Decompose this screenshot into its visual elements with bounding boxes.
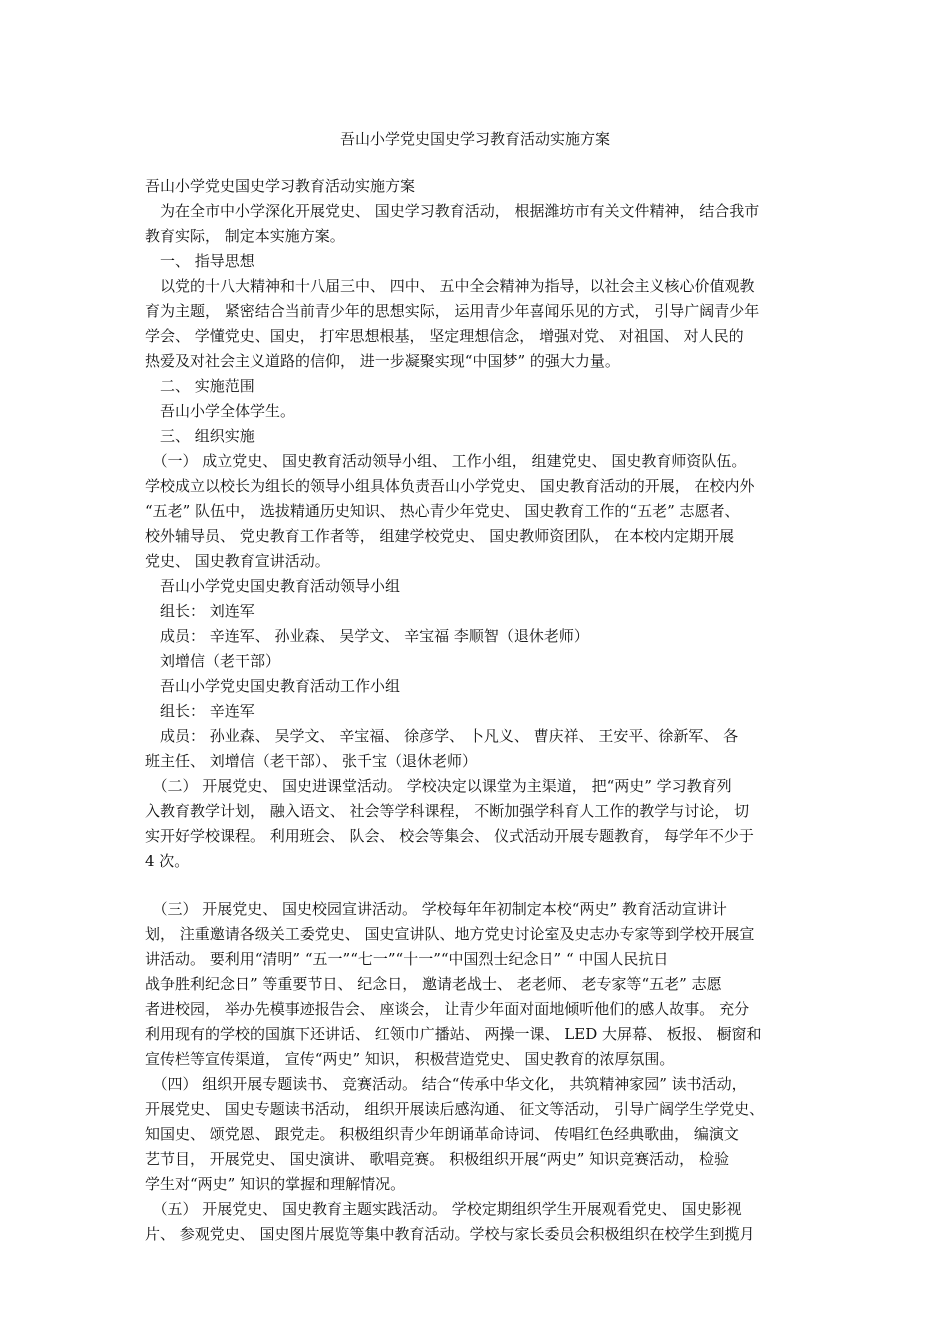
body-line: “五老” 队伍中， 选拔精通历史知识、 热心青少年党史、 国史教育工作的“五老” 志愿者、	[145, 502, 740, 520]
blank-line	[145, 874, 809, 897]
body-line: 4 次。	[145, 852, 190, 870]
body-line: 育为主题， 紧密结合当前青少年的思想实际， 运用青少年喜闻乐见的方式， 引导广阔青少年	[145, 302, 760, 320]
body-line: 班主任、 刘增信（老干部）、 张千宝（退休老师）	[145, 752, 478, 770]
body-line: 学生对“两史” 知识的掌握和理解情况。	[145, 1175, 406, 1193]
body-line: （四） 组织开展专题读书、 竞赛活动。 结合“传承中华文化， 共筑精神家园” 读书活动，	[145, 1075, 747, 1093]
body-line: （二） 开展党史、 国史进课堂活动。 学校决定以课堂为主渠道， 把“两史” 学习教育列	[145, 777, 732, 795]
body-line: 开展党史、 国史专题读书活动， 组织开展读后感沟通、 征文等活动， 引导广阔学生学党史、	[145, 1100, 765, 1118]
document-title: 吾山小学党史国史学习教育活动实施方案	[339, 130, 610, 148]
body-line: （三） 开展党史、 国史校园宣讲活动。 学校每年年初制定本校“两史” 教育活动宣讲计	[145, 900, 727, 918]
group-title: 吾山小学党史国史教育活动领导小组	[145, 577, 401, 595]
body-line: 划， 注重邀请各级关工委党史、 国史宣讲队、地方党史讨论室及史志办专家等到学校开展宣	[145, 925, 755, 943]
body-line: 以党的十八大精神和十八届三中、 四中、 五中全会精神为指导，以社会主义核心价值观教	[145, 277, 755, 295]
body-line: 学校成立以校长为组长的领导小组具体负责吾山小学党史、 国史教育活动的开展， 在校内外	[145, 477, 755, 495]
body-line: 党史、 国史教育宣讲活动。	[145, 552, 330, 570]
body-line: 艺节目， 开展党史、 国史演讲、 歌唱竞赛。 积极组织开展“两史” 知识竞赛活动， 检验	[145, 1150, 729, 1168]
group-title: 吾山小学党史国史教育活动工作小组	[145, 677, 401, 695]
body-line: 教育实际， 制定本实施方案。	[145, 227, 345, 245]
body-line: 战争胜利纪念日” 等重要节日、 纪念日， 邀请老战士、 老老师、 老专家等“五老” 志愿	[145, 975, 722, 993]
section-heading: 三、 组织实施	[145, 427, 255, 445]
section-heading: 二、 实施范围	[145, 377, 255, 395]
body-line: 成员： 辛连军、 孙业森、 吴学文、 辛宝福 李顺智（退休老师）	[145, 627, 589, 645]
document-body	[145, 174, 809, 1247]
body-line: 片、 参观党史、 国史图片展览等集中教育活动。学校与家长委员会积极组织在校学生到揽月	[145, 1225, 755, 1243]
body-line: 讲活动。 要利用“清明” “五一”“七一”“十一”“中国烈士纪念日” “ 中国人民抗日	[145, 950, 669, 968]
body-line: 组长： 辛连军	[145, 702, 255, 720]
body-line: 者进校园， 举办先模事迹报告会、 座谈会， 让青少年面对面地倾听他们的感人故事。 充分	[145, 1000, 750, 1018]
body-line: 校外辅导员、 党史教育工作者等， 组建学校党史、 国史教师资团队， 在本校内定期开展	[145, 527, 735, 545]
body-line: 成员： 孙业森、 吴学文、 辛宝福、 徐彦学、 卜凡义、 曹庆祥、 王安平、徐新军、 各	[145, 727, 739, 745]
body-line: 吾山小学党史国史学习教育活动实施方案	[145, 177, 416, 195]
body-line: 实开好学校课程。 利用班会、 队会、 校会等集会、 仪式活动开展专题教育， 每学年不少于	[145, 827, 754, 845]
body-line: 吾山小学全体学生。	[145, 402, 296, 420]
body-line: 热爱及对社会主义道路的信仰， 进一步凝聚实现“中国梦” 的强大力量。	[145, 352, 620, 370]
body-line: 入教育教学计划， 融入语文、 社会等学科课程， 不断加强学科育人工作的教学与讨论， 切	[145, 802, 750, 820]
body-line: 学会、 学懂党史、国史， 打牢思想根基， 坚定理想信念， 增强对党、 对祖国、 对人民的	[145, 327, 744, 345]
body-line: 知国史、 颂党恩、 跟党走。 积极组织青少年朗诵革命诗词、 传唱红色经典歌曲， 编演文	[145, 1125, 739, 1143]
body-line: 为在全市中小学深化开展党史、 国史学习教育活动， 根据潍坊市有关文件精神， 结合我市	[145, 202, 760, 220]
section-heading: 一、 指导思想	[145, 252, 255, 270]
body-line: 利用现有的学校的国旗下还讲话、 红领巾广播站、 两操一课、 LED 大屏幕、 板报、 橱窗和	[145, 1025, 762, 1043]
body-line: 刘增信（老干部）	[145, 652, 281, 670]
body-line: 组长： 刘连军	[145, 602, 255, 620]
body-line: （一） 成立党史、 国史教育活动领导小组、 工作小组， 组建党史、 国史教育师资队伍。	[145, 452, 747, 470]
body-line: （五） 开展党史、 国史教育主题实践活动。 学校定期组织学生开展观看党史、 国史影视	[145, 1200, 742, 1218]
body-line: 宣传栏等宣传渠道， 宣传“两史” 知识， 积极营造党史、 国史教育的浓厚氛围。	[145, 1050, 675, 1068]
